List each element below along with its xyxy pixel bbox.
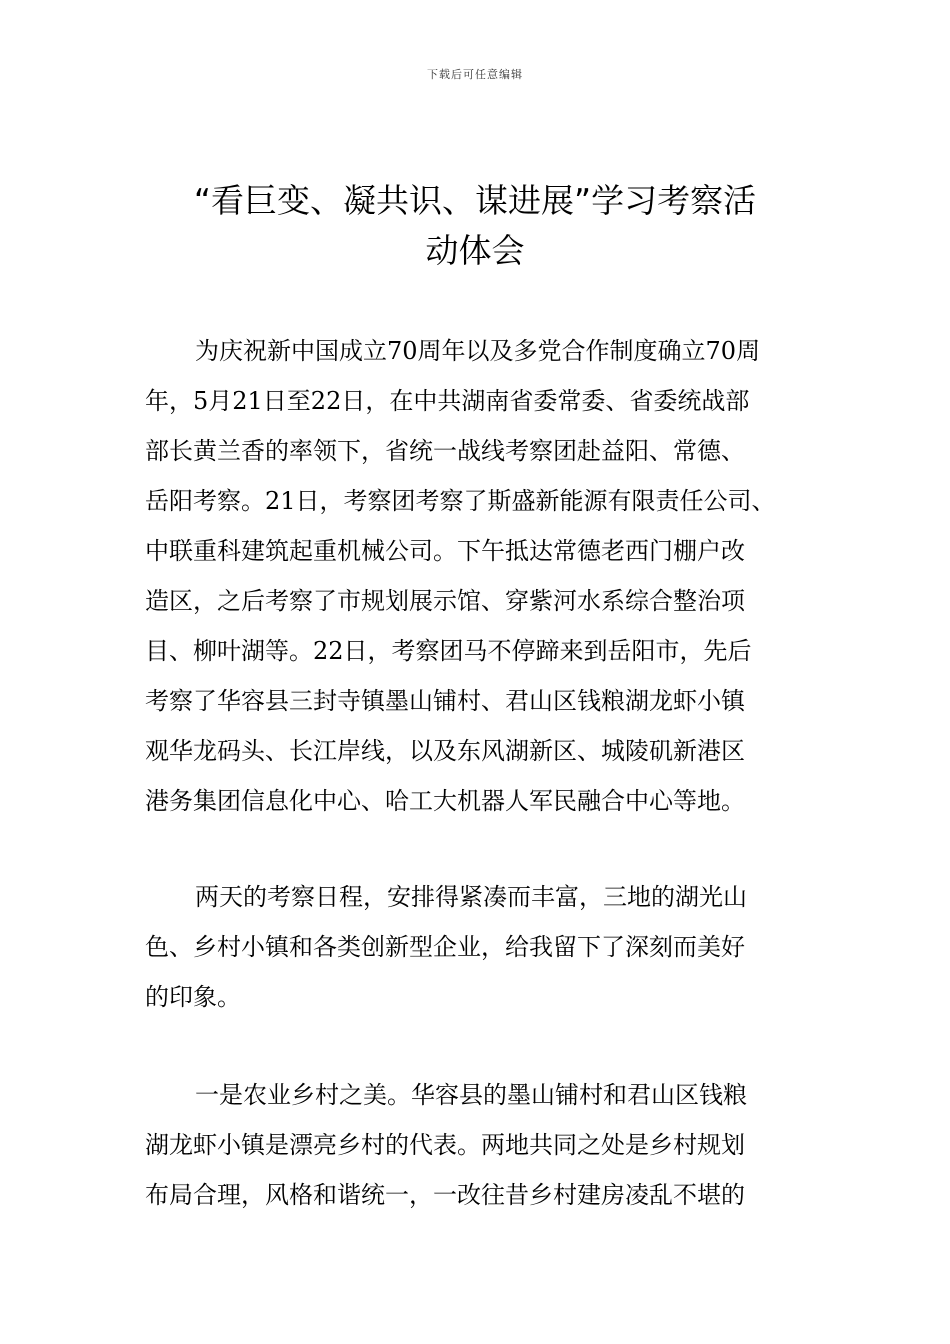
text-line: 为庆祝新中国成立70周年以及多党合作制度确立70周 (195, 337, 761, 365)
text-line: 中联重科建筑起重机械公司。下午抵达常德老西门棚户改 (145, 537, 745, 565)
title-line-2: 动体会 (425, 231, 525, 270)
document-title (0, 176, 950, 276)
text-line: 岳阳考察。21日，考察团考察了斯盛新能源有限责任公司、 (145, 487, 776, 515)
text-line: 湖龙虾小镇是漂亮乡村的代表。两地共同之处是乡村规划 (145, 1131, 745, 1159)
text-line: 布局合理，风格和谐统一，一改往昔乡村建房凌乱不堪的 (145, 1181, 745, 1209)
text-line: 色、乡村小镇和各类创新型企业，给我留下了深刻而美好 (145, 933, 745, 961)
text-line: 港务集团信息化中心、哈工大机器人军民融合中心等地。 (145, 787, 745, 815)
text-line: 一是农业乡村之美。华容县的墨山铺村和君山区钱粮 (195, 1081, 747, 1109)
text-line: 考察了华容县三封寺镇墨山铺村、君山区钱粮湖龙虾小镇 (145, 687, 745, 715)
text-line: 部长黄兰香的率领下，省统一战线考察团赴益阳、常德、 (145, 437, 745, 465)
text-line: 目、柳叶湖等。22日，考察团马不停蹄来到岳阳市，先后 (145, 637, 752, 665)
text-line: 的印象。 (145, 983, 241, 1011)
paragraph-1 (145, 326, 825, 826)
text-line: 造区，之后考察了市规划展示馆、穿紫河水系综合整治项 (145, 587, 745, 615)
title-line-1: “看巨变、凝共识、谋进展”学习考察活 (193, 181, 757, 220)
text-line: 观华龙码头、长江岸线，以及东风湖新区、城陵矶新港区 (145, 737, 745, 765)
text-line: 两天的考察日程，安排得紧凑而丰富，三地的湖光山 (195, 883, 747, 911)
header-note: 下载后可任意编辑 (427, 68, 523, 81)
text-line: 年，5月21日至22日，在中共湖南省委常委、省委统战部 (145, 387, 750, 415)
paragraph-2 (145, 872, 825, 1022)
paragraph-3 (145, 1070, 825, 1220)
